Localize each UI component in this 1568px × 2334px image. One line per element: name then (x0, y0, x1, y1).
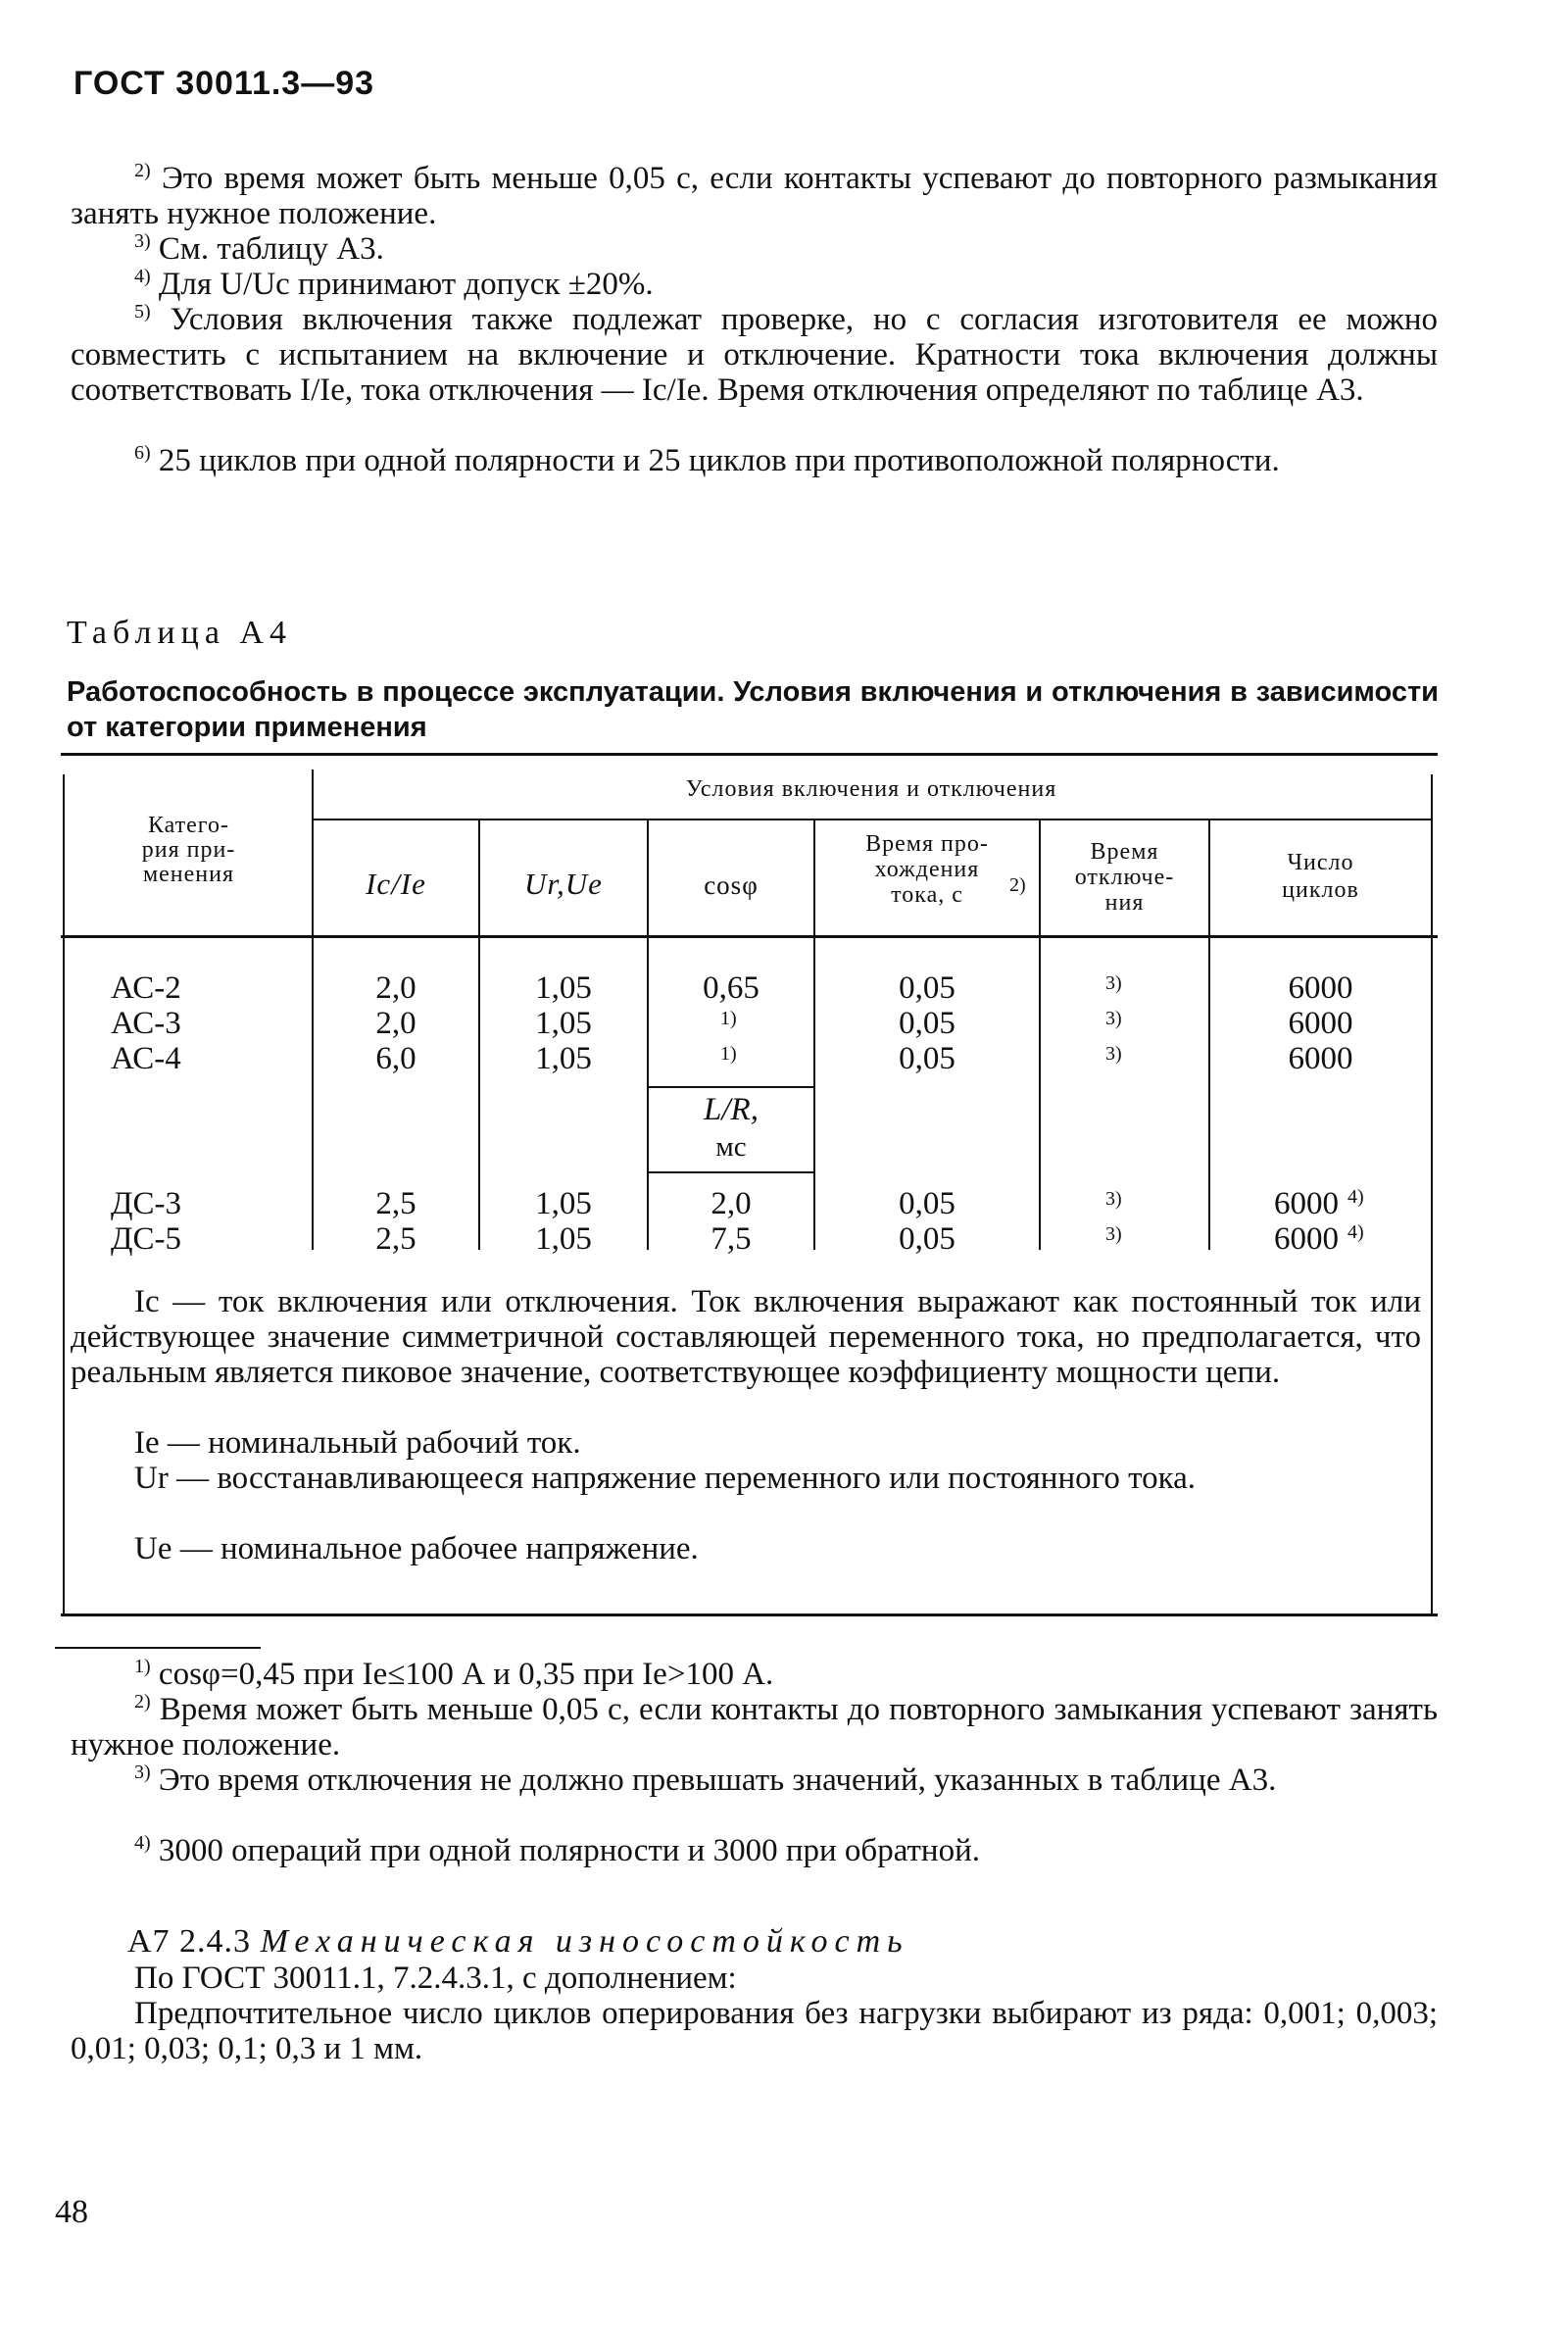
row-category: ДС-3 (111, 1186, 182, 1221)
table-note-ur: Ur — восстанавливающееся напряжение переменного или постоянного тока. (134, 1461, 1197, 1496)
header-ic-ie: Ic/Ie (366, 867, 426, 901)
cell-cycles-mark: 4) (1348, 1221, 1364, 1243)
cell-time: 0,05 (899, 1041, 956, 1076)
cell-lr: 7,5 (710, 1221, 752, 1257)
page-header: ГОСТ 30011.3—93 (74, 65, 375, 102)
row-category: АС-2 (111, 970, 181, 1006)
table-top-rule (61, 753, 1438, 756)
cell-cycles: 6000 (1274, 1186, 1339, 1221)
row-category: АС-4 (111, 1041, 181, 1076)
cell-off-mark: 3) (1105, 1223, 1122, 1245)
header-group: Условия включения и отключения (685, 776, 1057, 802)
cell-cos-mark: 1) (720, 1008, 737, 1029)
header-cos: cosφ (704, 870, 759, 900)
lr-rule-bottom (649, 1171, 813, 1173)
cell-time: 0,05 (899, 1186, 956, 1221)
footnote-2: $^{2)}$ Это время может быть меньше 0,05 с, если контакты успевают до повторного размыкания занять нужное положение. (71, 160, 1439, 231)
cell-cos-mark: 1) (720, 1043, 737, 1065)
cell-ur: 1,05 (535, 1221, 592, 1257)
cell-ur: 1,05 (535, 1041, 592, 1076)
cell-ur: 1,05 (535, 1006, 592, 1041)
table-footnote-1: $^{1)}$ cosφ=0,45 при Ie≤100 А и 0,35 при Ie>100 А. (134, 1656, 774, 1692)
header-cycles: Число циклов (1282, 850, 1359, 903)
section-heading (127, 1923, 909, 1961)
cell-ic: 2,0 (375, 1006, 416, 1041)
section-number: А7 2.4.3 (127, 1923, 252, 1960)
table-footnote-3: $^{3)}$ Это время отключения не должно превышать значений, указанных в таблице А3. (134, 1762, 1277, 1798)
cell-off-mark: 3) (1105, 972, 1122, 994)
cell-off-mark: 3) (1105, 1188, 1122, 1210)
header-time-flow: Время про- хождения тока, с (865, 831, 989, 908)
table-header-rule (61, 935, 1438, 938)
cell-ur: 1,05 (535, 1186, 592, 1221)
lr-label: L/R, (704, 1092, 759, 1127)
footnote-4: $^{4)}$ Для U/Uc принимают допуск ±20%. (134, 266, 654, 302)
table-left-border (63, 774, 65, 1614)
cell-cos: 0,65 (703, 970, 760, 1006)
footnote-mark: 4) (134, 266, 151, 287)
cell-cycles: 6000 (1288, 1041, 1353, 1076)
section-paragraph-2: Предпочтительное число циклов оперирования без нагрузки выбирают из ряда: 0,001; 0,003; 0,01; 0,03; 0,1; 0,3 и 1 мм. (71, 1996, 1438, 2066)
table-title: Работоспособность в процессе эксплуатации. Условия включения и отключения в зависимости от категории применения (67, 676, 1439, 743)
cell-ic: 2,0 (375, 970, 416, 1006)
cell-off-mark: 3) (1105, 1043, 1122, 1065)
table-right-border (1431, 774, 1433, 1614)
cell-cycles: 6000 (1274, 1221, 1339, 1257)
header-time-off: Время отключе- ния (1074, 839, 1175, 916)
table-bottom-rule (61, 1614, 1438, 1616)
cell-time: 0,05 (899, 1006, 956, 1041)
cell-time: 0,05 (899, 1221, 956, 1257)
cell-ur: 1,05 (535, 970, 592, 1006)
section-title: Механическая износостойкость (260, 1923, 909, 1960)
section-paragraph-1: По ГОСТ 30011.1, 7.2.4.3.1, с дополнением: (134, 1961, 737, 1996)
footnote-mark: 6) (134, 442, 151, 464)
cell-cycles-mark: 4) (1348, 1186, 1364, 1208)
lr-rule-top (649, 1086, 813, 1088)
table-label: Таблица А4 (67, 615, 292, 651)
table-footnote-2: $^{2)}$ Время может быть меньше 0,05 с, если контакты до повторного замыкания успевают занять нужное положение. (71, 1691, 1439, 1763)
cell-time: 0,05 (899, 970, 956, 1006)
cell-off-mark: 3) (1105, 1008, 1122, 1029)
cell-ic: 2,5 (375, 1186, 416, 1221)
footnote-mark: 5) (134, 301, 151, 323)
cell-ic: 2,5 (375, 1221, 416, 1257)
table-note-ic: Ic — ток включения или отключения. Ток включения выражают как постоянный ток или действующее значение симметричной составляющей переменного тока, но предполагается, что реальным является пиковое значение, соответствующее коэффициенту мощности цепи. (71, 1284, 1421, 1390)
cell-lr: 2,0 (710, 1186, 752, 1221)
footnote-mark: 3) (134, 230, 151, 252)
footnote-3: $^{3)}$ См. таблицу А3. (134, 230, 384, 267)
header-ur-ue: Ur,Ue (524, 867, 603, 901)
table-footnote-4: $^{4)}$ 3000 операций при одной полярности и 3000 при обратной. (134, 1832, 980, 1868)
lr-unit: мс (715, 1131, 747, 1163)
cell-ic: 6,0 (375, 1041, 416, 1076)
header-time-flow-mark: 2) (1009, 874, 1026, 896)
cell-cycles: 6000 (1288, 1006, 1353, 1041)
cell-cycles: 6000 (1288, 970, 1353, 1006)
table-note-ie: Ie — номинальный рабочий ток. (134, 1425, 581, 1461)
row-category: АС-3 (111, 1006, 181, 1041)
footnote-5: $^{5)}$ Условия включения также подлежат проверке, но с согласия изготовителя ее можно совместить с испытанием на включение и отключение. Кратности тока включения должны соответствовать I/Ie, тока отключения — Ic/Ie. Время отключения определяют по таблице А3. (71, 301, 1438, 408)
footnote-6: $^{6)}$ 25 циклов при одной полярности и 25 циклов при противоположной полярности. (134, 442, 1280, 478)
footnote-separator (55, 1647, 261, 1649)
header-category: Катего- рия при- менения (141, 813, 236, 887)
table-note-ue: Ue — номинальное рабочее напряжение. (134, 1531, 699, 1566)
footnote-mark: 2) (134, 160, 151, 181)
page-number: 48 (55, 2194, 88, 2230)
row-category: ДС-5 (111, 1221, 182, 1257)
